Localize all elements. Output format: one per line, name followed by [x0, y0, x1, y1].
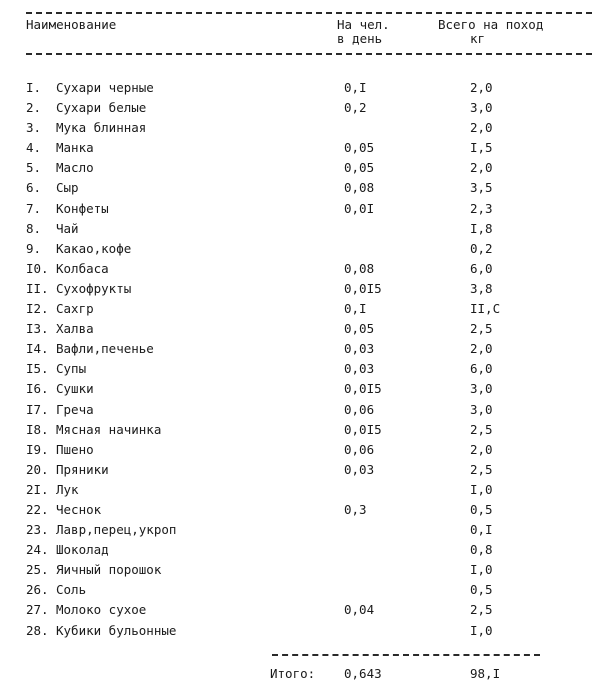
item-number: 25.: [26, 562, 49, 578]
item-per-day: 0,2: [344, 100, 367, 116]
item-number: I5.: [26, 361, 49, 377]
item-per-day: 0,08: [344, 260, 375, 276]
table-row: [0, 480, 600, 500]
table-row: [0, 500, 600, 520]
table-row: [0, 199, 600, 219]
item-number: 24.: [26, 542, 49, 558]
table-row: [0, 158, 600, 178]
item-total: I,5: [470, 140, 493, 156]
item-name: Мясная начинка: [56, 421, 162, 437]
item-total: 3,0: [470, 100, 493, 116]
item-per-day: 0,0I5: [344, 421, 382, 437]
item-total: 0,8: [470, 542, 493, 558]
item-number: I2.: [26, 301, 49, 317]
item-list: [0, 78, 600, 641]
item-number: 5.: [26, 160, 42, 176]
item-name: Масло: [56, 160, 94, 176]
item-total: 0,5: [470, 582, 493, 598]
item-per-day: 0,05: [344, 140, 375, 156]
item-per-day: 0,03: [344, 341, 375, 357]
item-name: Сахгр: [56, 301, 94, 317]
item-per-day: 0,0I5: [344, 280, 382, 296]
table-row: [0, 540, 600, 560]
item-name: Чай: [56, 220, 79, 236]
header-total-line2: кг: [470, 31, 486, 46]
item-number: 2.: [26, 100, 42, 116]
item-number: I6.: [26, 381, 49, 397]
table-row: [0, 580, 600, 600]
item-name: Вафли,печенье: [56, 341, 154, 357]
table-row: [0, 460, 600, 480]
item-name: Конфеты: [56, 200, 109, 216]
item-total: II,C: [470, 301, 501, 317]
item-per-day: 0,04: [344, 602, 375, 618]
item-name: Сыр: [56, 180, 79, 196]
item-number: I4.: [26, 341, 49, 357]
item-total: 2,0: [470, 441, 493, 457]
item-name: Пшено: [56, 441, 94, 457]
item-number: 3.: [26, 120, 42, 136]
item-name: Лавр,перец,укроп: [56, 522, 177, 538]
item-number: I0.: [26, 260, 49, 276]
item-number: II.: [26, 280, 49, 296]
summary-label: Итого:: [270, 666, 316, 681]
item-number: 23.: [26, 522, 49, 538]
item-number: I9.: [26, 441, 49, 457]
item-per-day: 0,3: [344, 501, 367, 517]
header-total-line1: Всего на поход: [438, 17, 544, 32]
table-row: [0, 118, 600, 138]
table-row: [0, 400, 600, 420]
item-total: 3,5: [470, 180, 493, 196]
table-row: [0, 319, 600, 339]
item-total: 2,0: [470, 80, 493, 95]
item-total: 0,5: [470, 501, 493, 517]
item-name: Сухари белые: [56, 100, 147, 116]
header-per-day-line2: в день: [337, 31, 383, 46]
item-name: Колбаса: [56, 260, 109, 276]
item-name: Шоколад: [56, 542, 109, 558]
item-name: Молоко сухое: [56, 602, 147, 618]
table-row: [0, 440, 600, 460]
item-name: Лук: [56, 481, 79, 497]
item-per-day: 0,I: [344, 301, 367, 317]
item-per-day: 0,08: [344, 180, 375, 196]
item-number: 8.: [26, 220, 42, 236]
table-row: [0, 560, 600, 580]
table-row: [0, 279, 600, 299]
item-total: 6,0: [470, 361, 493, 377]
item-number: 27.: [26, 602, 49, 618]
table-row: [0, 98, 600, 118]
item-total: 2,5: [470, 602, 493, 618]
item-name: Какао,кофе: [56, 240, 132, 256]
top-rule: [26, 12, 592, 14]
summary-rule: [272, 654, 540, 656]
item-total: 0,2: [470, 240, 493, 256]
item-per-day: 0,03: [344, 461, 375, 477]
item-name: Греча: [56, 401, 94, 417]
item-number: 4.: [26, 140, 42, 156]
item-total: 2,0: [470, 120, 493, 136]
item-total: I,8: [470, 220, 493, 236]
table-row: [0, 621, 600, 641]
table-row: [0, 299, 600, 319]
table-row: [0, 178, 600, 198]
item-total: 3,8: [470, 280, 493, 296]
summary-per-day: 0,643: [344, 666, 382, 681]
item-name: Манка: [56, 140, 94, 156]
item-per-day: 0,05: [344, 160, 375, 176]
item-total: 6,0: [470, 260, 493, 276]
item-name: Соль: [56, 582, 87, 598]
header-name: Наименование: [26, 17, 117, 32]
item-total: 2,0: [470, 160, 493, 176]
header-per-day-line1: На чел.: [337, 17, 390, 32]
item-total: 2,5: [470, 461, 493, 477]
table-row: [0, 379, 600, 399]
item-total: 2,5: [470, 321, 493, 337]
item-total: I,0: [470, 481, 493, 497]
item-total: I,0: [470, 622, 493, 638]
table-row: [0, 78, 600, 98]
item-number: I3.: [26, 321, 49, 337]
table-row: [0, 239, 600, 259]
item-number: 26.: [26, 582, 49, 598]
item-name: Супы: [56, 361, 87, 377]
table-row: [0, 520, 600, 540]
table-row: [0, 420, 600, 440]
item-number: 20.: [26, 461, 49, 477]
item-number: I.: [26, 80, 42, 95]
item-name: Мука блинная: [56, 120, 147, 136]
item-total: 0,I: [470, 522, 493, 538]
item-number: I7.: [26, 401, 49, 417]
item-name: Сухофрукты: [56, 280, 132, 296]
item-name: Сушки: [56, 381, 94, 397]
item-name: Кубики бульонные: [56, 622, 177, 638]
summary-total: 98,I: [470, 666, 501, 681]
item-name: Пряники: [56, 461, 109, 477]
item-name: Чеснок: [56, 501, 102, 517]
item-number: I8.: [26, 421, 49, 437]
table-row: [0, 138, 600, 158]
item-total: 2,3: [470, 200, 493, 216]
item-total: 3,0: [470, 381, 493, 397]
item-per-day: 0,05: [344, 321, 375, 337]
table-row: [0, 219, 600, 239]
table-row: [0, 339, 600, 359]
item-total: 2,0: [470, 341, 493, 357]
item-per-day: 0,0I: [344, 200, 375, 216]
item-name: Сухари черные: [56, 80, 154, 95]
item-total: 3,0: [470, 401, 493, 417]
item-per-day: 0,0I5: [344, 381, 382, 397]
header-rule: [26, 53, 592, 55]
item-number: 7.: [26, 200, 42, 216]
table-row: [0, 359, 600, 379]
item-total: 2,5: [470, 421, 493, 437]
item-per-day: 0,06: [344, 441, 375, 457]
item-number: 22.: [26, 501, 49, 517]
item-number: 28.: [26, 622, 49, 638]
item-number: 6.: [26, 180, 42, 196]
item-per-day: 0,06: [344, 401, 375, 417]
table-row: [0, 259, 600, 279]
item-per-day: 0,I: [344, 80, 367, 95]
item-number: 2I.: [26, 481, 49, 497]
item-total: I,0: [470, 562, 493, 578]
item-per-day: 0,03: [344, 361, 375, 377]
table-row: [0, 600, 600, 620]
item-number: 9.: [26, 240, 42, 256]
item-name: Яичный порошок: [56, 562, 162, 578]
item-name: Халва: [56, 321, 94, 337]
